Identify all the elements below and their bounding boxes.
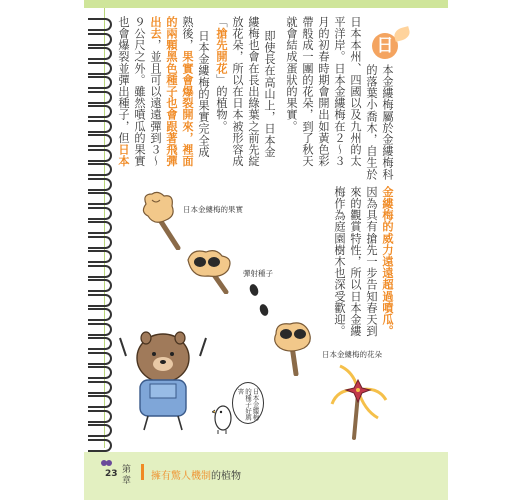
grape-icon	[100, 458, 114, 468]
page-number: 23	[105, 469, 118, 479]
spiral-ring	[88, 250, 112, 263]
text-column: 即使長在高山上，日本金	[263, 30, 276, 158]
spiral-ring	[88, 18, 112, 31]
spiral-ring	[88, 178, 112, 191]
fruit-illustration	[138, 190, 188, 250]
spiral-ring	[88, 76, 112, 89]
spiral-binding	[88, 18, 114, 458]
text-column: 金縷梅的威力遠遠超過噴瓜。	[381, 186, 394, 337]
spiral-ring	[88, 120, 112, 133]
text-column: 的落葉小喬木，自生於	[365, 64, 378, 180]
spiral-ring	[88, 221, 112, 234]
chapter-title: 擁有驚人機制的植物	[151, 471, 241, 482]
text-column: 本金縷梅屬於金縷梅科	[381, 64, 394, 180]
text-column: 的兩顆黑色種子也會跟著飛彈	[165, 16, 178, 167]
seed-caption: 彈射種子	[243, 269, 273, 278]
text-column: 出去，並且可以遠遠彈到３～	[149, 16, 162, 167]
text-column: 平洋岸。日本金縷梅在２～３	[333, 16, 346, 167]
spiral-ring	[88, 207, 112, 220]
spiral-ring	[88, 366, 112, 379]
text-column: 縷梅也會在長出綠葉之前先綻	[247, 16, 260, 167]
text-column: 來的觀賞特性，所以日本金縷	[349, 186, 362, 337]
spiral-ring	[88, 381, 112, 394]
spiral-ring	[88, 439, 112, 452]
speech-bubble-text: 日本金縷梅的種子好厲害	[236, 388, 260, 421]
seeds-icon	[244, 282, 274, 320]
text-column: 放花朵，所以在日本被形容成	[231, 16, 244, 167]
bird-character	[212, 400, 234, 434]
top-border	[84, 0, 448, 8]
burst-fruit-illustration	[270, 320, 316, 376]
spiral-ring	[88, 62, 112, 75]
spiral-ring	[88, 410, 112, 423]
spiral-ring	[88, 134, 112, 147]
fruit-caption: 日本金縷梅的果實	[183, 205, 243, 214]
wombat-character	[118, 318, 208, 436]
flower-illustration	[328, 360, 388, 440]
spiral-ring	[88, 337, 112, 350]
spiral-ring	[88, 395, 112, 408]
spiral-ring	[88, 424, 112, 437]
footer-bar	[84, 452, 448, 500]
spiral-ring	[88, 294, 112, 307]
spiral-ring	[88, 323, 112, 336]
text-column: 因為具有搶先一步告知春天到	[365, 186, 378, 337]
text-column: 也會爆裂並彈出種子，但日本	[117, 16, 130, 167]
bursting-fruit-illustration	[182, 248, 242, 294]
text-column: 梅作為庭園樹木也深受歡迎。	[333, 186, 346, 337]
spiral-ring	[88, 236, 112, 249]
spiral-ring	[88, 352, 112, 365]
text-column: 日本本州、四國以及九州的太	[349, 16, 362, 167]
text-column: 月的初春時期會開出如黃色彩	[317, 16, 330, 167]
spiral-ring	[88, 105, 112, 118]
spiral-ring	[88, 308, 112, 321]
footer-divider	[141, 464, 144, 480]
spiral-ring	[88, 192, 112, 205]
spiral-ring	[88, 91, 112, 104]
text-column: 就會結成蛋狀的果實。	[285, 16, 298, 132]
text-column: 熟後，果實會爆裂開來，裡面	[181, 16, 194, 167]
spiral-ring	[88, 149, 112, 162]
text-column: 「搶先開花」的植物。	[215, 16, 228, 133]
spiral-ring	[88, 33, 112, 46]
text-column: ９公尺之外。雖然噴瓜的果實	[133, 16, 146, 167]
chapter-label: 第 章	[122, 465, 132, 486]
flower-caption: 日本金縷梅的花朵	[322, 350, 382, 359]
spiral-ring	[88, 265, 112, 278]
drop-cap-badge: 日	[372, 33, 398, 59]
spiral-ring	[88, 279, 112, 292]
text-column: 日本金縷梅的果實完全成	[197, 30, 210, 158]
spiral-ring	[88, 163, 112, 176]
spiral-ring	[88, 47, 112, 60]
text-column: 帶般成一團的花朵，到了秋天	[301, 16, 314, 167]
